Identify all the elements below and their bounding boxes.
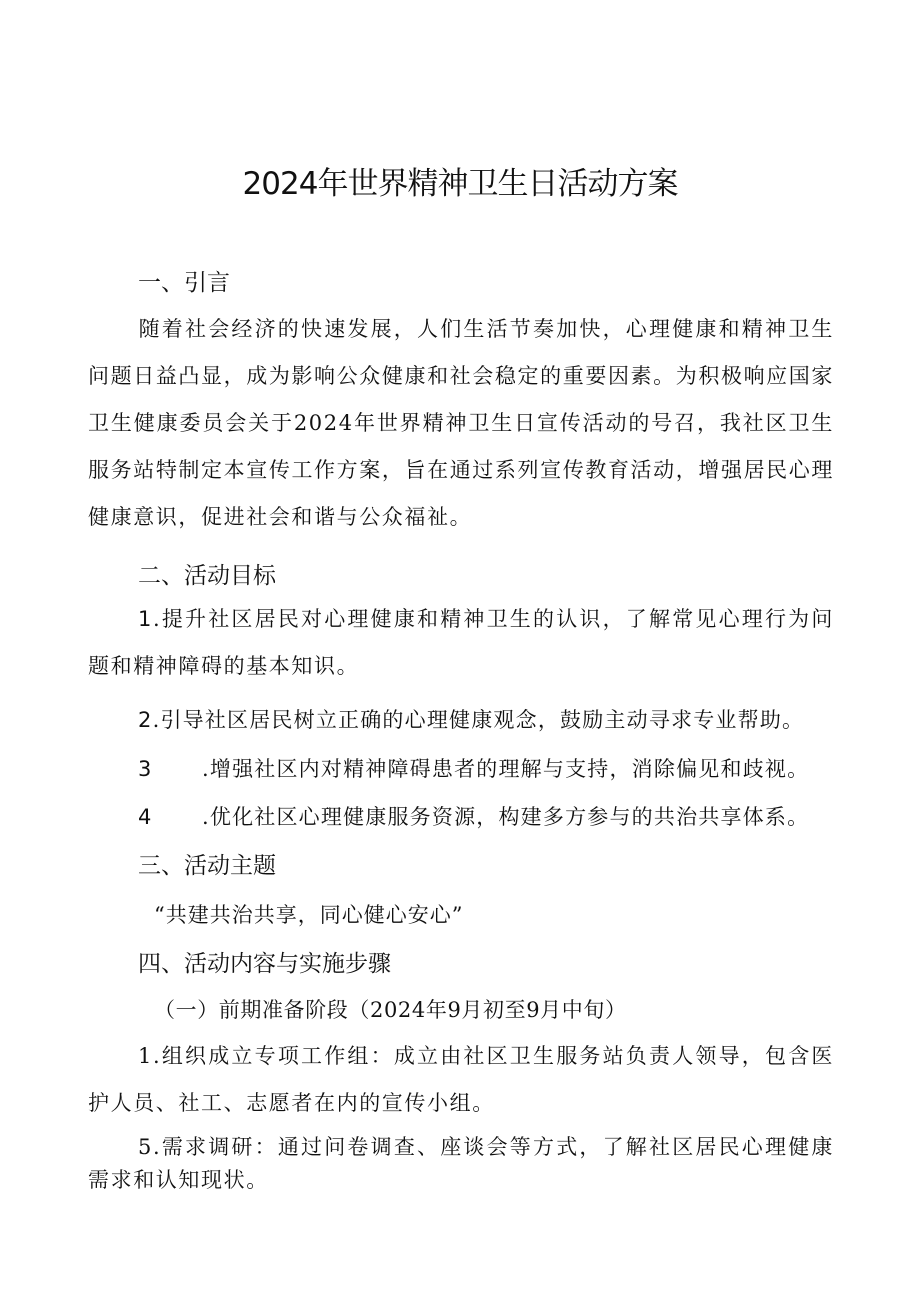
goal-item-1-text: .提升社区居民对心理健康和精神卫生的认识，了解常见心理行为问题和精神障碍的基本知识。 [88, 607, 834, 678]
goal-item-3 [88, 753, 834, 783]
step-item-5 [88, 1131, 834, 1197]
goal-item-2 [88, 704, 834, 734]
goal-item-1-number: 1 [138, 607, 153, 631]
section-heading-steps: 四、活动内容与实施步骤 [138, 951, 391, 977]
goal-item-4-number: 4 [138, 805, 153, 829]
section-heading-theme: 三、活动主题 [138, 853, 276, 879]
goal-item-2-text: .引导社区居民树立正确的心理健康观念，鼓励主动寻求专业帮助。 [152, 708, 805, 732]
step-item-1 [88, 1033, 834, 1127]
step-item-5-text: 5.需求调研：通过问卷调查、座谈会等方式，了解社区居民心理健康需求和认知现状。 [88, 1135, 834, 1192]
goal-item-1 [88, 596, 834, 690]
theme-slogan: “共建共治共享，同心健心安心” [154, 903, 464, 927]
goal-item-4-text: .优化社区心理健康服务资源，构建多方参与的共治共享体系。 [202, 805, 810, 829]
document-title: 2024年世界精神卫生日活动方案 [242, 166, 678, 202]
goal-item-4 [88, 801, 834, 831]
intro-paragraph-text: 随着社会经济的快速发展，人们生活节奏加快，心理健康和精神卫生问题日益凸显，成为影响公众健康和社会稳定的重要因素。为积极响应国家卫生健康委员会关于2024年世界精神卫生日宣传活动的号召，我社区卫生服务站特制定本宣传工作方案，旨在通过系列宣传教育活动，增强居民心理健康意识，促进社会和谐与公众福祉。 [88, 317, 834, 529]
phase-1-heading: （一）前期准备阶段（2024年9月初至9月中旬） [154, 998, 627, 1022]
goal-item-2-number: 2 [138, 708, 153, 732]
section-heading-goals: 二、活动目标 [138, 563, 276, 589]
goal-item-3-number: 3 [138, 757, 153, 781]
goal-item-3-text: .增强社区内对精神障碍患者的理解与支持，消除偏见和歧视。 [202, 757, 810, 781]
intro-paragraph [88, 306, 834, 541]
section-heading-intro: 一、引言 [138, 270, 230, 296]
step-item-1-text: 1.组织成立专项工作组：成立由社区卫生服务站负责人领导，包含医护人员、社工、志愿者在内的宣传小组。 [88, 1044, 834, 1115]
